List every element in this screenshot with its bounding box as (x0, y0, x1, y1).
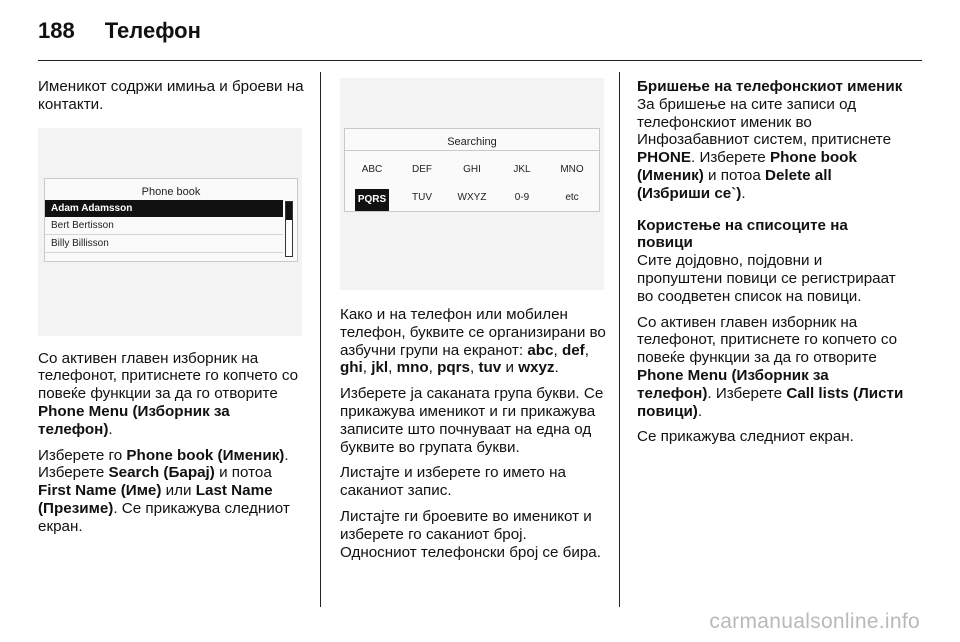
letter-group: 0-9 (514, 191, 530, 203)
search-title: Searching (345, 129, 599, 151)
col2-paragraph-4: Листајте ги броевите во именикот и изберете го саканиот број. Односниот телефонски број се бира. (340, 507, 601, 561)
letter-group: etc (565, 191, 579, 203)
column-2 (340, 78, 606, 569)
phone-book-title: Phone book (141, 185, 201, 198)
col3-paragraph-2: Сите дојдовно, појдовни и пропуштени повици се регистрираат во соодветен список на повици. (637, 252, 896, 305)
page-title: Телефон (104, 18, 201, 43)
header-rule (38, 60, 922, 61)
column-1 (38, 78, 308, 544)
phone-book-entry: Billy Billisson (45, 235, 283, 253)
search-frame (344, 128, 600, 212)
watermark: carmanualsonline.info (709, 610, 920, 633)
col2-paragraph-3: Листајте и изберете го името на саканиот запис. (340, 464, 566, 500)
column-divider-2 (619, 72, 620, 607)
column-3 (637, 78, 905, 454)
letter-group: GHI (463, 164, 481, 175)
col3-paragraph-4: Се прикажува следниот екран. (637, 428, 854, 446)
letter-group-grid (345, 151, 599, 211)
col2-paragraph-1: Како и на телефон или мобилен телефон, буквите се организирани во азбучни групи на екранот: abc, def, ghi, jkl, mno, pqrs, tuv и wxyz. (340, 306, 606, 377)
col1-paragraph-1: Со активен главен изборник на телефонот, притиснете го копчето со повеќе функции за да го отворите Phone Menu (Изборник за телефон). (38, 349, 299, 438)
col1-paragraph-2: Изберете го Phone book (Именик). Изберете Search (Барај) и потоа First Name (Име) или Last Name (Презиме). Се прикажува следниот екран. (38, 446, 290, 535)
phone-book-screenshot (38, 128, 302, 336)
letter-group: DEF (412, 164, 432, 175)
letter-group: MNO (560, 164, 584, 175)
column-divider-1 (320, 72, 321, 607)
letter-group-selected: PQRS (355, 189, 389, 211)
scrollbar-thumb (286, 202, 292, 220)
section-heading-delete-phonebook: Бришење на телефонскиот именик (637, 78, 903, 95)
intro-paragraph: Именикот содржи имиња и броеви на контакти. (38, 78, 304, 113)
letter-group: JKL (513, 164, 531, 175)
phone-book-frame (44, 178, 298, 262)
letter-group: WXYZ (457, 191, 487, 203)
col3-paragraph-3: Со активен главен изборник на телефонот, притиснете го копчето со повеќе функции за да го отворите Phone Menu (Изборник за телефон). Изберете Call lists (Листи повици). (637, 313, 904, 420)
col3-paragraph-1: За бришење на сите записи од телефонскиот именик во Инфозабавниот систем, притиснете PHONE. Изберете Phone book (Именик) и потоа Delete all (Избриши се`). (637, 95, 892, 202)
phone-book-entry: Bert Bertisson (45, 217, 283, 235)
section-heading-call-lists: Користење на списоците на повици (637, 216, 848, 252)
page-number: 188 (38, 18, 75, 43)
letter-group: ABC (361, 164, 383, 175)
phone-book-entry-selected: Adam Adamsson (45, 200, 283, 217)
col2-paragraph-2: Изберете ја саканата група букви. Се прикажува именикот и ги прикажува записите што почнуваат на една од буквите во групата букви. (340, 385, 604, 456)
letter-group: TUV (412, 191, 432, 203)
page-header (38, 18, 201, 48)
search-screenshot (340, 78, 604, 290)
phone-book-scrollbar (285, 201, 293, 257)
